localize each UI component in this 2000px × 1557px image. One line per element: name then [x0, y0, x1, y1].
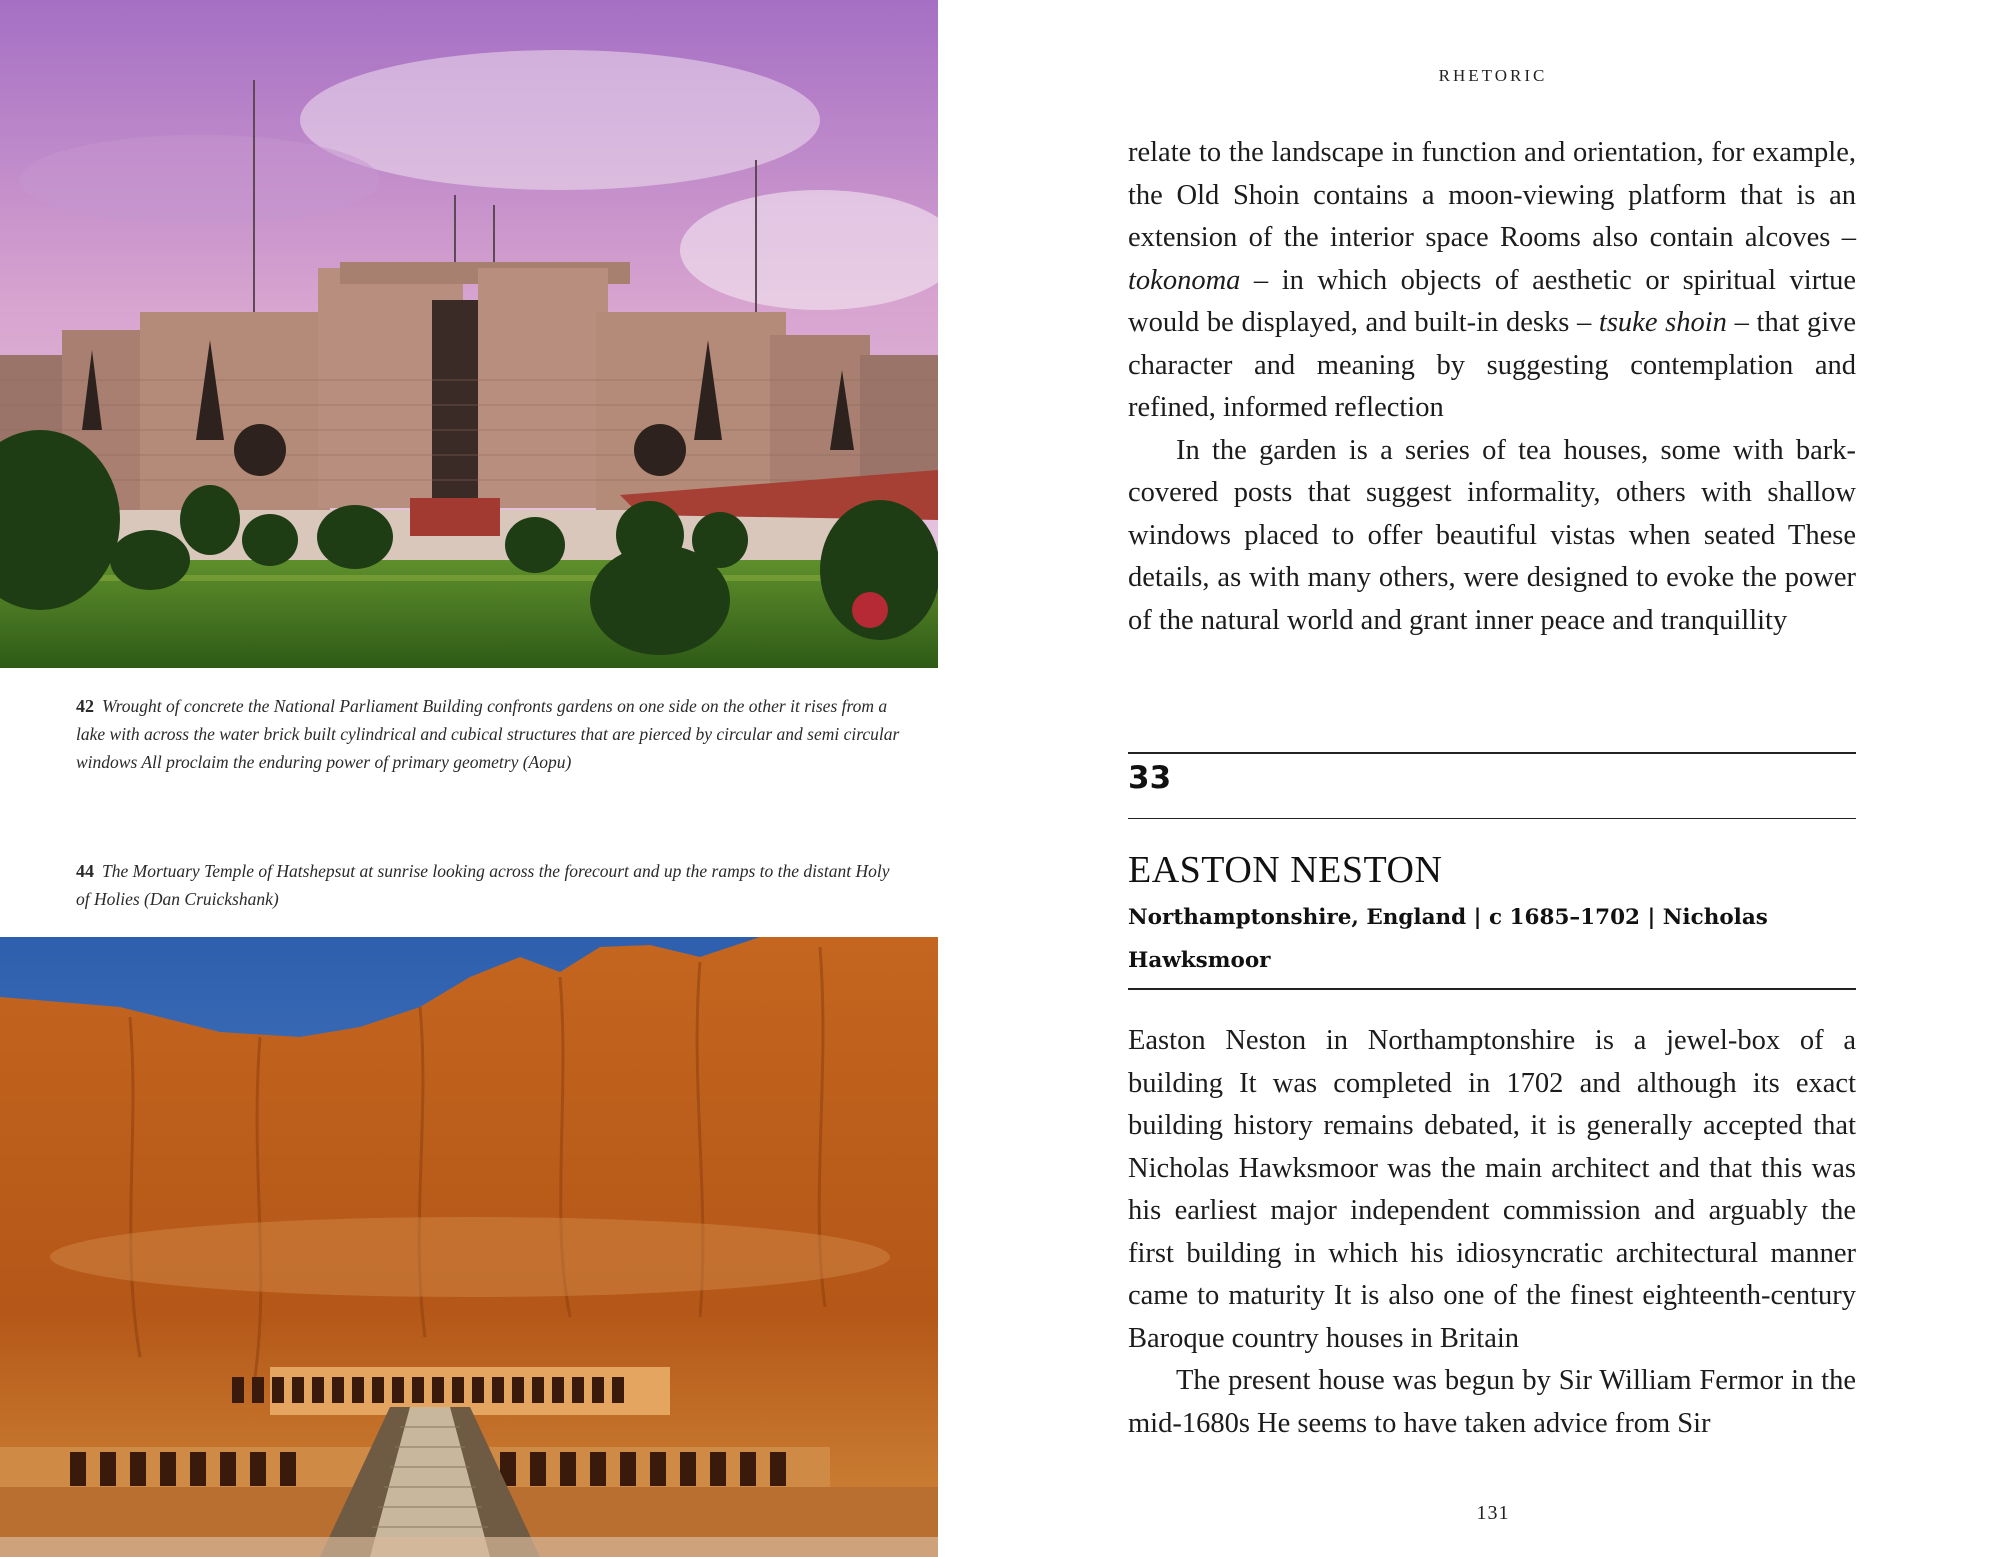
paragraph: In the garden is a series of tea houses, some with bark-covered posts that suggest informality, others with shallow windows placed to offer beautiful vistas when seated These details, as with many others, were designed to evoke the power of the natural world and grant inner peace and tranquillity	[1128, 434, 1856, 636]
entry-number: 33	[1128, 760, 1172, 796]
hatshepsut-temple-photo	[0, 937, 938, 1557]
figure-number: 44	[76, 861, 94, 881]
section-rule-bottom	[1128, 988, 1856, 990]
entry-title: EASTON NESTON	[1128, 849, 1443, 891]
text-run: in which objects of aesthetic or spiritual virtue would be displayed, and built-in desks	[1128, 264, 1857, 338]
text-run: relate to the landscape in function and orientation, for example, the Old Shoin contains a moon-viewing platform that is an extension of the interior space Rooms also contain alcoves	[1128, 137, 1856, 253]
figure-caption-text: The Mortuary Temple of Hatshepsut at sunrise looking across the forecourt and up the ramps to the distant Holy of Holies (Dan Cruickshank)	[76, 861, 890, 909]
running-head: RHETORIC	[1438, 66, 1548, 85]
entry-body-text	[1128, 1020, 1856, 1445]
page-number: 131	[1476, 1502, 1510, 1524]
text-run-italic: – tsuke shoin –	[1576, 307, 1749, 338]
figure-caption-parliament	[76, 692, 906, 776]
figure-number: 42	[76, 696, 94, 716]
text-run-italic: – tokonoma –	[1128, 222, 1857, 296]
entry-meta: Northamptonshire, England | c 1685–1702 | Nicholas Hawksmoor	[1128, 905, 1768, 973]
paragraph: Easton Neston in Northamptonshire is a jewel-box of a building It was completed in 1702 and although its exact building history remains debated, it is generally accepted that Nicholas Hawksmoor was the main architect and that this was his earliest major independent commission and arguably the first building in which his idiosyncratic architectural manner came to maturity It is also one of the finest eighteenth-century Baroque country houses in Britain	[1128, 1025, 1856, 1354]
paragraph: The present house was begun by Sir William Fermor in the mid-1680s He seems to have taken advice from Sir	[1128, 1365, 1856, 1439]
continued-text	[1128, 132, 1856, 642]
figure-caption-text: Wrought of concrete the National Parliament Building confronts gardens on one side on the other it rises from a lake with across the water brick built cylindrical and cubical structures that are pierced by circular and semi circular windows All proclaim the enduring power of primary geometry (Aopu)	[76, 696, 900, 772]
text-run: that give character and meaning by suggesting contemplation and refined, informed reflection	[1128, 307, 1857, 423]
paragraph	[1128, 132, 1856, 430]
figure-caption-temple	[76, 857, 906, 913]
section-rule-top	[1128, 752, 1856, 754]
parliament-photo	[0, 0, 938, 668]
section-rule-mid	[1128, 818, 1856, 819]
